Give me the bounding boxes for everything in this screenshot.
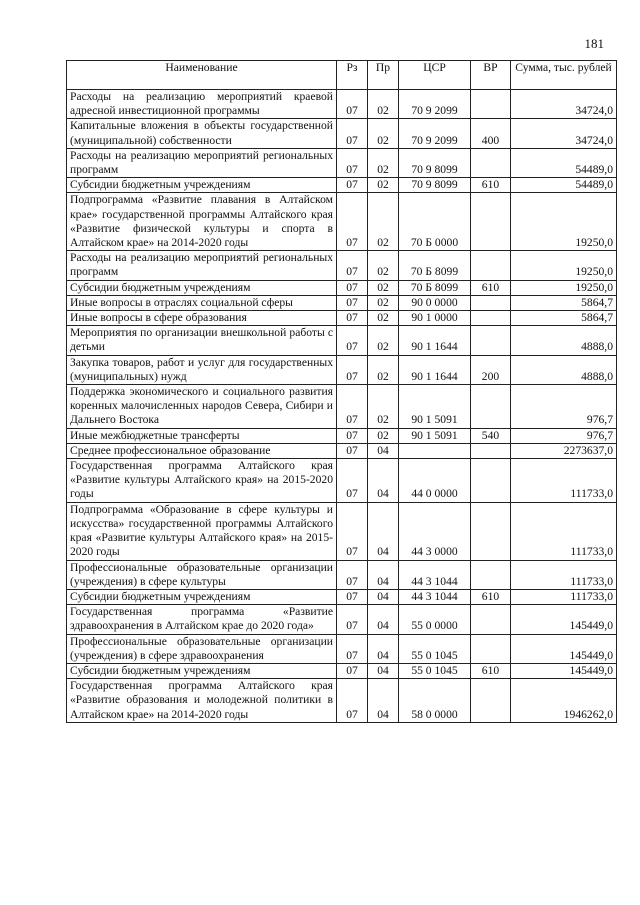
cell-vr — [471, 605, 511, 634]
table-row — [67, 679, 617, 723]
cell-pr: 02 — [368, 251, 399, 280]
cell-name: Подпрограмма «Образование в сфере культуры и искусства» государственной программы Алтайского края «Развитие культуры Алтайского края» на 2015-2020 годы — [67, 502, 337, 560]
cell-csr: 55 0 1045 — [399, 634, 471, 663]
cell-pr: 02 — [368, 428, 399, 443]
table-row — [67, 251, 617, 280]
cell-sum: 54489,0 — [511, 148, 617, 177]
cell-csr: 90 1 0000 — [399, 311, 471, 326]
cell-rz: 07 — [337, 663, 368, 678]
cell-vr — [471, 679, 511, 723]
table-row — [67, 311, 617, 326]
cell-csr: 70 Б 0000 — [399, 193, 471, 251]
cell-sum: 976,7 — [511, 385, 617, 429]
table-row — [67, 385, 617, 429]
cell-pr: 04 — [368, 502, 399, 560]
cell-csr: 70 Б 8099 — [399, 251, 471, 280]
header-pr: Пр — [368, 61, 399, 90]
cell-vr: 200 — [471, 355, 511, 384]
cell-vr — [471, 251, 511, 280]
cell-csr: 70 9 8099 — [399, 178, 471, 193]
cell-vr: 400 — [471, 119, 511, 148]
cell-vr — [471, 385, 511, 429]
cell-rz: 07 — [337, 280, 368, 295]
cell-pr: 02 — [368, 355, 399, 384]
cell-vr — [471, 502, 511, 560]
cell-vr: 610 — [471, 589, 511, 604]
cell-vr: 610 — [471, 663, 511, 678]
cell-csr: 55 0 1045 — [399, 663, 471, 678]
cell-name: Субсидии бюджетным учреждениям — [67, 280, 337, 295]
cell-csr: 44 3 1044 — [399, 560, 471, 589]
cell-rz: 07 — [337, 311, 368, 326]
table-row — [67, 605, 617, 634]
cell-sum: 145449,0 — [511, 634, 617, 663]
cell-name: Капитальные вложения в объекты государственной (муниципальной) собственности — [67, 119, 337, 148]
cell-sum: 19250,0 — [511, 251, 617, 280]
cell-vr — [471, 311, 511, 326]
cell-sum: 145449,0 — [511, 605, 617, 634]
cell-csr: 44 3 0000 — [399, 502, 471, 560]
cell-sum: 5864,7 — [511, 311, 617, 326]
cell-csr: 58 0 0000 — [399, 679, 471, 723]
cell-vr — [471, 560, 511, 589]
cell-vr — [471, 443, 511, 458]
cell-vr — [471, 90, 511, 119]
table-row — [67, 634, 617, 663]
cell-pr: 02 — [368, 193, 399, 251]
cell-sum: 4888,0 — [511, 326, 617, 355]
cell-name: Поддержка экономического и социального развития коренных малочисленных народов Севера, Сибири и Дальнего Востока — [67, 385, 337, 429]
cell-name: Мероприятия по организации внешкольной работы с детьми — [67, 326, 337, 355]
cell-csr: 70 9 2099 — [399, 90, 471, 119]
cell-name: Иные вопросы в сфере образования — [67, 311, 337, 326]
cell-csr: 55 0 0000 — [399, 605, 471, 634]
cell-rz: 07 — [337, 251, 368, 280]
cell-name: Расходы на реализацию мероприятий региональных программ — [67, 148, 337, 177]
cell-rz: 07 — [337, 459, 368, 503]
cell-csr: 90 1 5091 — [399, 385, 471, 429]
cell-pr: 04 — [368, 560, 399, 589]
cell-sum: 19250,0 — [511, 193, 617, 251]
cell-rz: 07 — [337, 589, 368, 604]
table-row — [67, 560, 617, 589]
cell-rz: 07 — [337, 148, 368, 177]
table-row — [67, 459, 617, 503]
cell-rz: 07 — [337, 178, 368, 193]
cell-sum: 111733,0 — [511, 589, 617, 604]
cell-rz: 07 — [337, 295, 368, 310]
cell-name: Иные межбюджетные трансферты — [67, 428, 337, 443]
cell-pr: 04 — [368, 634, 399, 663]
cell-vr — [471, 193, 511, 251]
cell-pr: 02 — [368, 311, 399, 326]
cell-rz: 07 — [337, 443, 368, 458]
cell-pr: 02 — [368, 178, 399, 193]
cell-csr: 70 9 2099 — [399, 119, 471, 148]
table-row — [67, 295, 617, 310]
cell-sum: 976,7 — [511, 428, 617, 443]
cell-pr: 02 — [368, 280, 399, 295]
cell-vr — [471, 459, 511, 503]
table-row — [67, 193, 617, 251]
cell-vr: 610 — [471, 178, 511, 193]
header-vr: ВР — [471, 61, 511, 90]
cell-rz: 07 — [337, 428, 368, 443]
cell-pr: 04 — [368, 443, 399, 458]
cell-pr: 02 — [368, 385, 399, 429]
cell-rz: 07 — [337, 193, 368, 251]
cell-rz: 07 — [337, 326, 368, 355]
cell-vr — [471, 148, 511, 177]
cell-csr — [399, 443, 471, 458]
cell-name: Профессиональные образовательные организации (учреждения) в сфере культуры — [67, 560, 337, 589]
cell-pr: 04 — [368, 459, 399, 503]
cell-rz: 07 — [337, 634, 368, 663]
cell-csr: 70 Б 8099 — [399, 280, 471, 295]
cell-name: Подпрограмма «Развитие плавания в Алтайском крае» государственной программы Алтайского края «Развитие физической культуры и спорта в Алтайском крае» на 2014-2020 годы — [67, 193, 337, 251]
cell-name: Государственная программа Алтайского края «Развитие культуры Алтайского края» на 2015-2020 годы — [67, 459, 337, 503]
cell-pr: 02 — [368, 148, 399, 177]
table-row — [67, 355, 617, 384]
cell-name: Государственная программа Алтайского края «Развитие образования и молодежной политики в Алтайском крае» на 2014-2020 годы — [67, 679, 337, 723]
cell-name: Субсидии бюджетным учреждениям — [67, 663, 337, 678]
cell-rz: 07 — [337, 355, 368, 384]
table-header-row — [67, 61, 617, 90]
table-row — [67, 90, 617, 119]
cell-csr: 90 0 0000 — [399, 295, 471, 310]
cell-sum: 54489,0 — [511, 178, 617, 193]
cell-name: Профессиональные образовательные организации (учреждения) в сфере здравоохранения — [67, 634, 337, 663]
cell-pr: 02 — [368, 90, 399, 119]
cell-name: Расходы на реализацию мероприятий региональных программ — [67, 251, 337, 280]
cell-csr: 90 1 5091 — [399, 428, 471, 443]
table-row — [67, 280, 617, 295]
cell-pr: 04 — [368, 589, 399, 604]
cell-csr: 70 9 8099 — [399, 148, 471, 177]
cell-csr: 44 0 0000 — [399, 459, 471, 503]
cell-pr: 04 — [368, 663, 399, 678]
cell-rz: 07 — [337, 679, 368, 723]
cell-sum: 19250,0 — [511, 280, 617, 295]
header-name: Наименование — [67, 61, 337, 90]
table-row — [67, 663, 617, 678]
cell-rz: 07 — [337, 385, 368, 429]
page-number: 181 — [584, 36, 604, 51]
header-sum: Сумма, тыс. рублей — [511, 61, 617, 90]
table-row — [67, 178, 617, 193]
cell-rz: 07 — [337, 560, 368, 589]
cell-rz: 07 — [337, 119, 368, 148]
table-row — [67, 502, 617, 560]
cell-pr: 04 — [368, 679, 399, 723]
cell-name: Государственная программа «Развитие здравоохранения в Алтайском крае до 2020 года» — [67, 605, 337, 634]
cell-sum: 2273637,0 — [511, 443, 617, 458]
cell-name: Закупка товаров, работ и услуг для государственных (муниципальных) нужд — [67, 355, 337, 384]
cell-sum: 1946262,0 — [511, 679, 617, 723]
cell-vr: 610 — [471, 280, 511, 295]
budget-table — [66, 60, 617, 723]
cell-vr: 540 — [471, 428, 511, 443]
table-row — [67, 119, 617, 148]
cell-sum: 111733,0 — [511, 502, 617, 560]
cell-pr: 02 — [368, 326, 399, 355]
cell-name: Субсидии бюджетным учреждениям — [67, 178, 337, 193]
cell-sum: 145449,0 — [511, 663, 617, 678]
cell-rz: 07 — [337, 605, 368, 634]
cell-name: Расходы на реализацию мероприятий краевой адресной инвестиционной программы — [67, 90, 337, 119]
cell-sum: 34724,0 — [511, 119, 617, 148]
table-body — [67, 90, 617, 723]
cell-name: Среднее профессиональное образование — [67, 443, 337, 458]
cell-vr — [471, 326, 511, 355]
table-row — [67, 443, 617, 458]
table-row — [67, 148, 617, 177]
cell-sum: 111733,0 — [511, 560, 617, 589]
cell-rz: 07 — [337, 502, 368, 560]
table-row — [67, 326, 617, 355]
cell-rz: 07 — [337, 90, 368, 119]
header-csr: ЦСР — [399, 61, 471, 90]
table-row — [67, 428, 617, 443]
cell-pr: 02 — [368, 295, 399, 310]
cell-csr: 44 3 1044 — [399, 589, 471, 604]
cell-csr: 90 1 1644 — [399, 355, 471, 384]
cell-pr: 02 — [368, 119, 399, 148]
cell-vr — [471, 634, 511, 663]
cell-sum: 4888,0 — [511, 355, 617, 384]
cell-vr — [471, 295, 511, 310]
cell-sum: 34724,0 — [511, 90, 617, 119]
cell-pr: 04 — [368, 605, 399, 634]
cell-sum: 111733,0 — [511, 459, 617, 503]
header-rz: Рз — [337, 61, 368, 90]
cell-name: Субсидии бюджетным учреждениям — [67, 589, 337, 604]
cell-name: Иные вопросы в отраслях социальной сферы — [67, 295, 337, 310]
cell-sum: 5864,7 — [511, 295, 617, 310]
cell-csr: 90 1 1644 — [399, 326, 471, 355]
table-row — [67, 589, 617, 604]
